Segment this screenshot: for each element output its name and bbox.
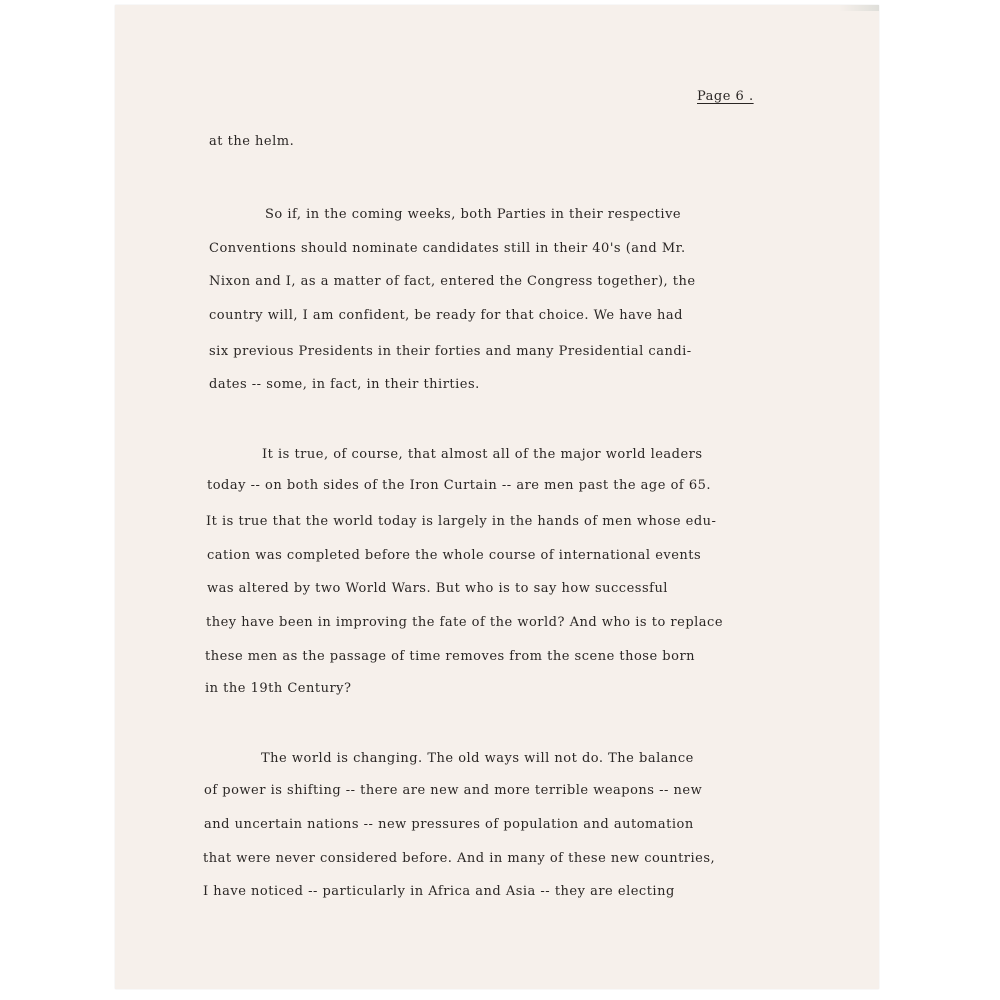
text-line: Nixon and I, as a matter of fact, entered the Congress together), the: [209, 274, 696, 289]
text-line: It is true that the world today is largely in the hands of men whose edu-: [206, 514, 717, 529]
text-line: I have noticed -- particularly in Africa and Asia -- they are electing: [203, 884, 675, 899]
text-line: in the 19th Century?: [205, 681, 352, 696]
text-line: It is true, of course, that almost all of the major world leaders: [262, 447, 703, 462]
text-line: six previous Presidents in their forties and many Presidential candi-: [209, 344, 692, 359]
text-line: that were never considered before. And in many of these new countries,: [203, 851, 716, 866]
text-line: of power is shifting -- there are new and more terrible weapons -- new: [204, 783, 703, 798]
text-line: and uncertain nations -- new pressures of population and automation: [204, 817, 694, 832]
page-number: Page 6 .: [697, 89, 754, 104]
text-line: dates -- some, in fact, in their thirties.: [209, 377, 480, 392]
text-line: The world is changing. The old ways will not do. The balance: [261, 751, 694, 766]
text-line: was altered by two World Wars. But who is to say how successful: [207, 581, 668, 596]
text-line: So if, in the coming weeks, both Parties in their respective: [265, 207, 682, 222]
text-line: cation was completed before the whole course of international events: [207, 548, 702, 563]
text-line: today -- on both sides of the Iron Curtain -- are men past the age of 65.: [207, 478, 712, 493]
text-line: these men as the passage of time removes from the scene those born: [205, 649, 696, 664]
text-line: country will, I am confident, be ready for that choice. We have had: [209, 308, 683, 323]
text-line: they have been in improving the fate of the world? And who is to replace: [206, 615, 724, 630]
typed-page: [115, 5, 879, 989]
text-line: Conventions should nominate candidates still in their 40's (and Mr.: [209, 241, 686, 256]
text-line: at the helm.: [209, 134, 295, 149]
